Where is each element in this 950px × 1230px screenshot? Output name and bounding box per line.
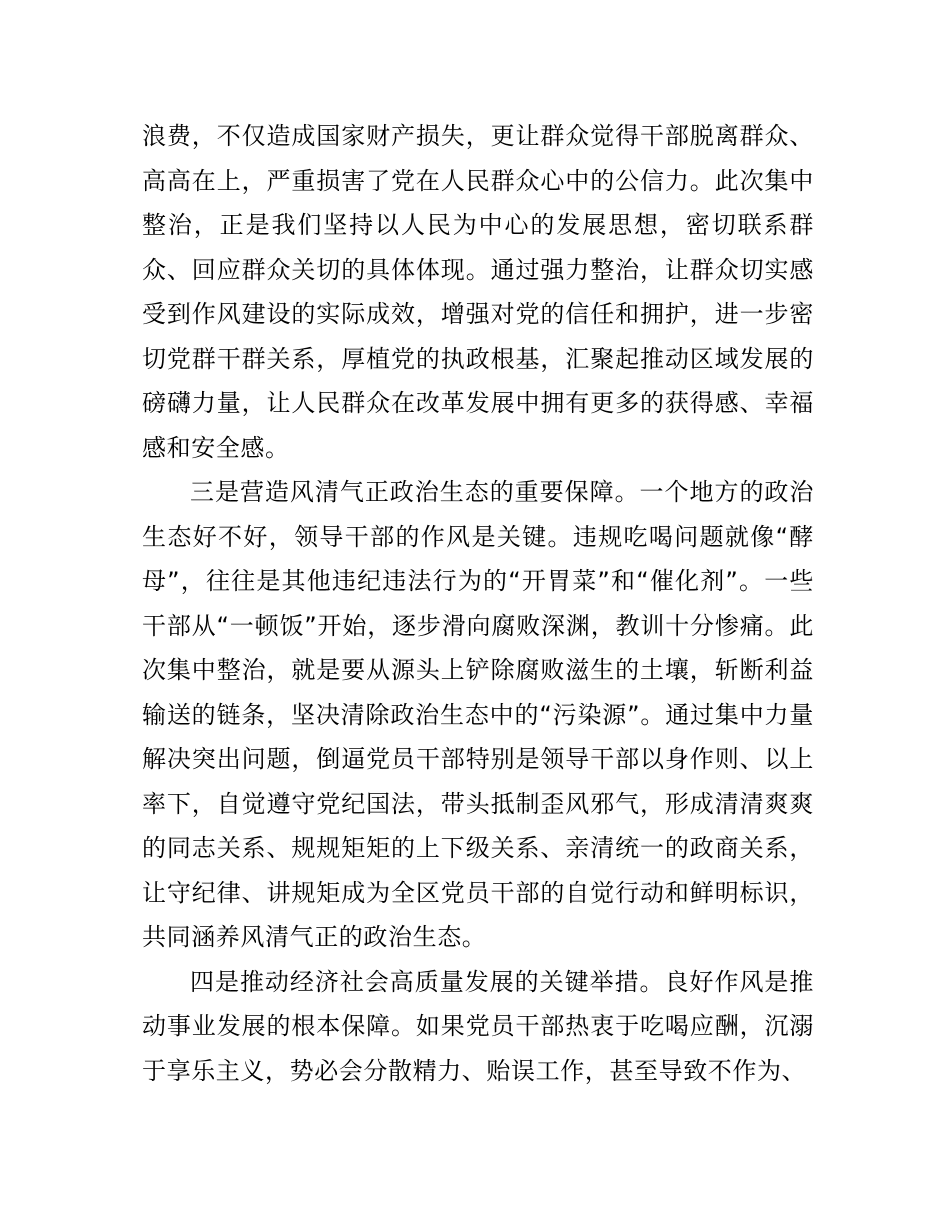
document-page — [142, 114, 814, 1093]
paragraph-continuation: 浪费，不仅造成国家财产损失，更让群众觉得干部脱离群众、高高在上，严重损害了党在人民群众心中的公信力。此次集中整治，正是我们坚持以人民为中心的发展思想，密切联系群众、回应群众关切的具体体现。通过强力整治，让群众切实感受到作风建设的实际成效，增强对党的信任和拥护，进一步密切党群干群关系，厚植党的执政根基，汇聚起推动区域发展的磅礴力量，让人民群众在改革发展中拥有更多的获得感、幸福感和安全感。 — [142, 122, 814, 462]
paragraph-point-three: 三是营造风清气正政治生态的重要保障。一个地方的政治生态好不好，领导干部的作风是关键。违规吃喝问题就像“酵母”，往往是其他违纪违法行为的“开胃菜”和“催化剂”。一些干部从“一顿饭”开始，逐步滑向腐败深渊，教训十分惨痛。此次集中整治，就是要从源头上铲除腐败滋生的土壤，斩断利益输送的链条，坚决清除政治生态中的“污染源”。通过集中力量解决突出问题，倒逼党员干部特别是领导干部以身作则、以上率下，自觉遵守党纪国法，带头抵制歪风邪气，形成清清爽爽的同志关系、规规矩矩的上下级关系、亲清统一的政商关系，让守纪律、讲规矩成为全区党员干部的自觉行动和鲜明标识，共同涵养风清气正的政治生态。 — [142, 478, 814, 951]
paragraph-point-four: 四是推动经济社会高质量发展的关键举措。良好作风是推动事业发展的根本保障。如果党员干部热衷于吃喝应酬，沉溺于享乐主义，势必会分散精力、贻误工作，甚至导致不作为、 — [142, 967, 814, 1085]
